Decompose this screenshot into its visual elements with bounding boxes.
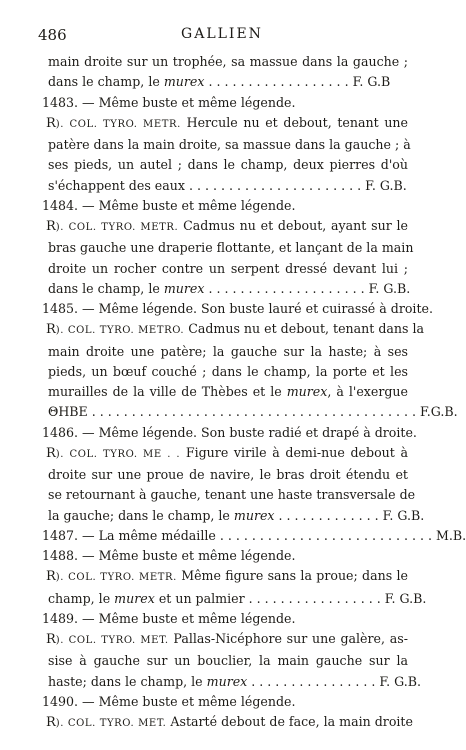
catalogue-entry [36,526,466,546]
text-segment: . . . . . . . . . . . . . . . . F. G.B. [247,673,422,689]
description-line [36,155,408,175]
reverse-legend: ). COL. TYRO. METR. [55,222,179,233]
catalogue-entry [36,546,427,609]
text-segment: Cadmus nu et debout, ayant sur le [178,218,408,233]
reverse-description-line [36,629,408,651]
reverse-mark: R [46,219,56,234]
reverse-mark: R [46,715,56,730]
text-segment: . . . . . . . . . . . . . . . . . . F. G.B [204,74,391,90]
entry-heading: 1483. — Même buste et même légende. [42,94,296,110]
text-segment: patère dans la main droite, sa massue dans la gauche ; à [48,137,411,152]
italic-term: murex [163,74,205,90]
reverse-description-line [36,319,425,341]
text-segment: Figure virile à demi-nue debout à [180,444,408,460]
text-segment: Pallas-Nicéphore sur une galère, as- [168,631,408,646]
italic-term: murex [163,280,205,296]
reverse-mark: R [46,445,56,461]
entry-heading: 1484. — Même buste et même légende. [42,197,296,213]
catalogue-entry [36,299,458,423]
reverse-legend: ). COL. TYRO. METRO. [55,325,185,337]
catalogue-entry [36,692,413,735]
text-segment: . . . . . . . . . . . . . . . . . . . . F. G.B. [204,280,411,296]
description-line [36,465,408,485]
text-segment: Même figure sans la proue; dans le [176,568,408,584]
reverse-description-line [36,216,408,238]
reverse-legend: ). COL. TYRO. METR. [55,118,181,130]
text-segment: se retournant à gauche, tenant une haste transversale de [48,487,416,503]
description-line [36,259,408,279]
reverse-description-line [36,113,408,135]
text-segment: ΘΗΒΕ . . . . . . . . . . . . . . . . . . . . . . . . . . . . . . . . . . . . . . . . . F.G.B. [48,404,458,420]
description-line [36,238,414,258]
entry-heading: 1485. — Même légende. Son buste lauré et cuirassé à droite. [42,301,433,316]
description-line [36,342,408,362]
description-line [36,52,408,72]
page-header [38,26,406,46]
running-title: GALLIEN [181,26,263,42]
description-line [36,506,425,526]
reverse-mark: R [46,632,56,647]
catalogue-entry [36,93,411,196]
reverse-mark: R [46,115,56,131]
description-line [36,402,458,422]
catalogue-entry [36,423,425,526]
text-segment: Astarté debout de face, la main droite [166,714,413,729]
text-segment: sise à gauche sur un bouclier, la main gauche sur la [48,653,408,669]
text-segment: main droite une patère; la gauche sur la haste; à ses [48,343,408,359]
text-segment: la gauche; dans le champ, le [48,507,234,523]
text-segment: Hercule nu et debout, tenant une [180,114,408,130]
description-line [36,72,408,92]
description-line [36,589,427,609]
description-line [36,176,408,196]
italic-term: murex [286,384,328,399]
catalogue-entry [36,52,408,93]
text-segment: , à l'exergue [327,384,408,399]
description-line [36,279,411,299]
reverse-legend: ). COL. TYRO. MET. [55,635,169,646]
reverse-mark: R [46,322,56,338]
italic-term: murex [233,507,275,523]
text-segment: bras gauche une draperie flottante, et lançant de la main [48,240,414,256]
description-line [36,672,422,692]
entry-heading: 1488. — Même buste et même légende. [42,548,296,563]
reverse-mark: R [46,569,56,585]
description-line [36,485,416,505]
catalogue-entry [36,196,414,299]
italic-term: murex [114,590,155,606]
reverse-legend: ). COL. TYRO. MET. [55,718,167,729]
reverse-legend: ). COL. TYRO. METR. [55,572,177,584]
reverse-legend: ). COL. TYRO. ME . . [55,448,181,460]
description-line [36,382,408,402]
reverse-description-line [36,566,408,588]
text-segment: haste; dans le champ, le [48,673,207,689]
text-segment: Cadmus nu et debout, tenant dans la [184,321,425,337]
catalogue-entry [36,609,422,692]
catalogue-entries [36,52,466,734]
reverse-description-line [36,712,413,734]
text-segment: main droite sur un trophée, sa massue dans la gauche ; [48,54,408,69]
description-line [36,651,408,671]
description-line [36,135,411,155]
text-segment: et un palmier . . . . . . . . . . . . . . . . . F. G.B. [154,590,427,606]
text-segment: ses pieds, un autel ; dans le champ, deux pierres d'où [48,157,408,173]
italic-term: murex [206,673,248,689]
text-segment: pieds, un bœuf couché ; dans le champ, la porte et les [48,363,408,379]
entry-heading: 1486. — Même légende. Son buste radié et drapé à droite. [42,424,417,440]
page-number: 486 [38,26,67,44]
text-segment: s'échappent des eaux . . . . . . . . . . . . . . . . . . . . . . F. G.B. [48,177,407,193]
reverse-description-line [36,443,408,465]
text-segment: champ, le [48,590,115,606]
text-segment: droite un rocher contre un serpent dressé devant lui ; [48,260,408,276]
entry-heading: 1487. — La même médaille . . . . . . . . . . . . . . . . . . . . . . . . . . . M.B. [42,527,466,543]
entry-heading: 1490. — Même buste et même légende. [42,693,296,709]
text-segment: dans le champ, le [48,280,164,296]
text-segment: . . . . . . . . . . . . . F. G.B. [274,507,425,523]
text-segment: droite sur une proue de navire, le bras droit étendu et [48,467,408,482]
text-segment: dans le champ, le [48,74,164,90]
description-line [36,362,408,382]
entry-heading: 1489. — Même buste et même légende. [42,610,296,626]
text-segment: murailles de la ville de Thèbes et le [48,384,287,399]
